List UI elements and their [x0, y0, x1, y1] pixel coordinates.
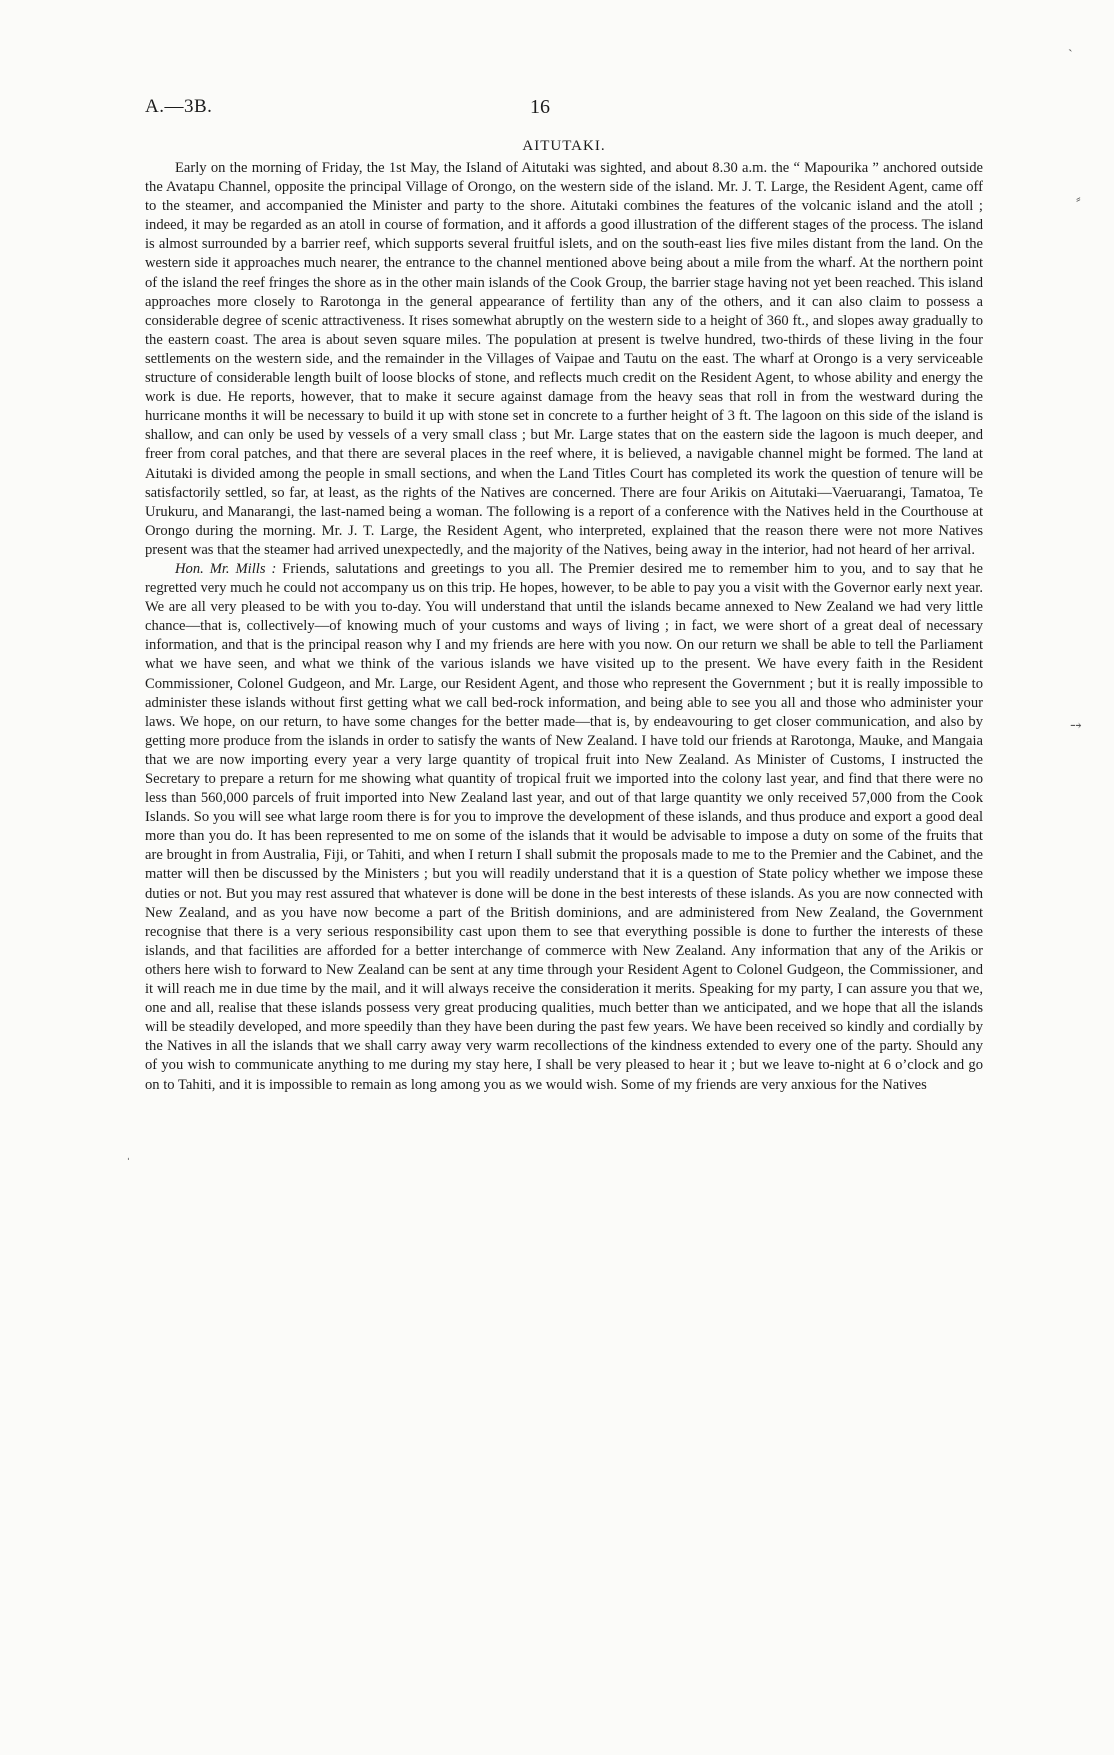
scan-mark: ⸗	[1076, 192, 1081, 207]
scan-mark: ˋ	[1068, 48, 1073, 63]
speaker-name: Hon. Mr. Mills :	[175, 560, 277, 577]
body-paragraph	[145, 159, 983, 560]
section-title: AITUTAKI.	[522, 138, 606, 154]
page-number: 16	[530, 96, 550, 118]
scan-mark: ⤍	[1070, 719, 1082, 734]
document-page	[145, 96, 983, 1095]
scan-mark: ˌ	[126, 1146, 131, 1161]
speech-paragraph	[145, 560, 983, 1095]
paragraph-text: Early on the morning of Friday, the 1st May, the Island of Aitutaki was sighted, and about 8.30 a.m. the “ Mapourika ” anchored outside the Avatapu Channel, opposite the principal Village of Orongo, on the western side of the island. Mr. J. T. Large, the Resident Agent, came off to the steamer, and accompanied the Minister and party to the shore. Aitutaki combines the features of the volcanic island and the atoll ; indeed, it may be regarded as an atoll in course of formation, and it affords a good illustration of the different stages of the process. The island is almost surrounded by a barrier reef, which supports several fruitful islets, and on the south-east lies five miles distant from the land. On the western side it approaches much nearer, the entrance to the channel mentioned above being about a mile from the wharf. At the northern point of the island the reef fringes the shore as in the other main islands of the Cook Group, the barrier stage having not yet been reached. This island approaches more closely to Rarotonga in the general appearance of fertility than any of the others, and it can also claim to possess a considerable degree of scenic attractiveness. It rises somewhat abruptly on the western side to a height of 360 ft., and slopes away gradually to the eastern coast. The area is about seven square miles. The population at present is twelve hundred, two-thirds of these living in the four settlements on the western side, and the remainder in the Villages of Vaipae and Tautu on the east. The wharf at Orongo is a very serviceable structure of considerable length built of loose blocks of stone, and reflects much credit on the Resident Agent, to whose ability and energy the work is due. He reports, however, that to make it secure against damage from the heavy seas that roll in from the westward during the hurricane months it will be necessary to build it up with stone set in concrete to a further height of 3 ft. The lagoon on this side of the island is shallow, and can only be used by vessels of a very small class ; but Mr. Large states that on the eastern side the lagoon is much deeper, and freer from coral patches, and that there are several places in the reef where, it is believed, a navigable channel might be formed. The land at Aitutaki is divided among the people in small sections, and when the Land Titles Court has completed its work the question of tenure will be satisfactorily settled, so far, at least, as the rights of the Natives are concerned. There are four Arikis on Aitutaki—Vaeruarangi, Tamatoa, Te Urukuru, and Manarangi, the last-named being a woman. The following is a report of a conference with the Natives held in the Courthouse at Orongo during the morning. Mr. J. T. Large, the Resident Agent, who interpreted, explained that the reason there were not more Natives present was that the steamer had arrived unexpectedly, and the majority of the Natives, being away in the interior, had not heard of her arrival.	[145, 160, 983, 558]
document-reference: A.—3B.	[145, 96, 213, 117]
page-header	[145, 96, 983, 124]
paragraph-text: Friends, salutations and greetings to you all. The Premier desired me to remember him to you, and to say that he regretted very much he could not accompany us on this trip. He hopes, however, to be able to pay you a visit with the Governor early next year. We are all very pleased to be with you to-day. You will understand that until the islands became annexed to New Zealand we had very little chance—that is, collectively—of knowing much of your customs and ways of living ; in fact, we were short of a great deal of necessary information, and that is the principal reason why I and my friends are here with you now. On our return we shall be able to tell the Parliament what we have seen, and what we think of the various islands we have visited up to the present. We have every faith in the Resident Commissioner, Colonel Gudgeon, and Mr. Large, our Resident Agent, and those who represent the Government ; but it is really impossible to administer these islands without first getting what we call bed-rock information, and being able to see you all and those who administer your laws. We hope, on our return, to have some changes for the better made—that is, by endeavouring to get closer communication, and also by getting more produce from the islands in order to satisfy the wants of New Zealand. I have told our friends at Rarotonga, Mauke, and Mangaia that we are now importing every year a very large quantity of tropical fruit into New Zealand. As Minister of Customs, I instructed the Secretary to prepare a return for me showing what quantity of tropical fruit we imported into the colony last year, and find that there were no less than 560,000 parcels of fruit imported into New Zealand last year, and out of that large quantity we only received 57,000 from the Cook Islands. So you will see what large room there is for you to improve the development of these islands, and thus produce and export a good deal more than you do. It has been represented to me on some of the islands that it would be advisable to impose a duty on some of the fruits that are brought in from Australia, Fiji, or Tahiti, and when I return I shall submit the proposals made to me to the Premier and the Cabinet, and the matter will then be discussed by the Ministers ; but you will readily understand that it is a question of State policy whether we impose these duties or not. But you may rest assured that whatever is done will be done in the best interests of these islands. As you are now connected with New Zealand, and as you have now become a part of the British dominions, and are administered from New Zealand, the Government recognise that there is a very serious responsibility cast upon them to see that everything possible is done to further the interests of these islands, and that facilities are afforded for a better interchange of commerce with New Zealand. Any information that any of the Arikis or others here wish to forward to New Zealand can be sent at any time through your Resident Agent to Colonel Gudgeon, the Commissioner, and it will reach me in due time by the mail, and it will always receive the consideration it merits. Speaking for my party, I can assure you that we, one and all, realise that these islands possess very great producing qualities, much better than we anticipated, and we hope that all the islands will be steadily developed, and more speedily than they have been during the past few years. We have been received so kindly and cordially by the Natives in all the islands that we shall carry away very warm recollections of the kindness extended to every one of the party. Should any of you wish to communicate anything to me during my stay here, I shall be very pleased to hear it ; but we leave to-night at 6 o’clock and go on to Tahiti, and it is impossible to remain as long among you as we would wish. Some of my friends are very anxious for the Natives	[145, 560, 983, 1093]
